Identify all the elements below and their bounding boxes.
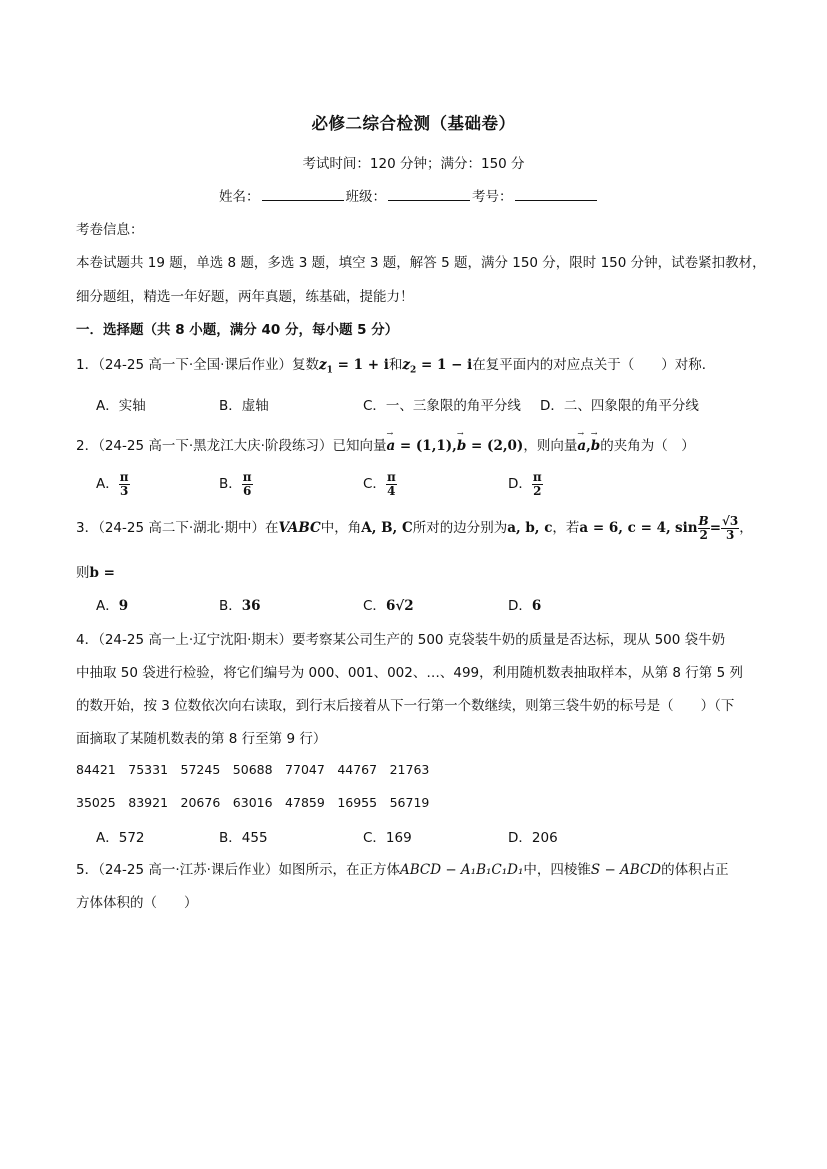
q3-text-3: 所对的边分别为 <box>412 520 508 537</box>
q3-option-c[interactable]: C．6√2 <box>363 598 414 614</box>
q2-vectors: → a,→ b <box>577 438 600 454</box>
q1-z2: $z_2 = 1 - i$ <box>402 357 473 376</box>
q3-text-4: ，若 <box>552 520 580 537</box>
q5-pyramid: S − ABCD <box>590 862 662 878</box>
q3-option-d[interactable]: D．6 <box>508 598 542 614</box>
q2-option-d[interactable]: D． $\frac{\pi}{2}$ <box>508 470 542 498</box>
q3-then: 则 <box>76 565 90 581</box>
q3-text-2: 中，角 <box>320 520 362 537</box>
q1-option-c[interactable]: C．一、三象限的角平分线 <box>363 398 521 414</box>
q5-line-2: 方体体积的（ ） <box>76 895 198 911</box>
q5-prefix: 5．（24-25 高一·江苏·课后作业）如图所示，在正方体 <box>76 862 400 878</box>
q3-condition: a = 6, c = 4, <box>579 520 671 537</box>
section-heading: 一．选择题（共 8 小题，满分 40 分，每小题 5 分） <box>76 322 399 338</box>
q5-cube: ABCD − A₁B₁C₁D₁ <box>399 862 524 878</box>
q2-prefix: 2．（24-25 高一下·黑龙江大庆·阶段练习）已知向量 <box>76 438 387 454</box>
q3-option-a[interactable]: A．9 <box>96 598 129 614</box>
class-blank[interactable] <box>388 188 470 201</box>
question-1 <box>76 353 715 376</box>
q1-suffix: 在复平面内的对应点关于（ ）对称． <box>472 357 716 373</box>
q3-tail: ， <box>739 520 753 537</box>
info-line-1: 本卷试题共 19 题，单选 8 题，多选 3 题，填空 3 题，解答 5 题，满分 150 分，限时 150 分钟，试卷紧扣教材， <box>76 255 766 271</box>
question-3 <box>76 515 753 541</box>
q4-option-a[interactable]: A．572 <box>96 830 145 846</box>
q1-option-a[interactable]: A．实轴 <box>96 398 146 414</box>
q1-option-d[interactable]: D．二、四象限的角平分线 <box>540 398 699 414</box>
number-blank[interactable] <box>515 188 597 201</box>
info-line-2: 细分题组，精选一年好题，两年真题，练基础，提能力！ <box>76 289 414 305</box>
q1-option-b[interactable]: B．虚轴 <box>219 398 269 414</box>
q3-prefix: 3．（24-25 高二下·湖北·期中）在 <box>76 520 279 537</box>
q3-angles: A, B, C <box>361 520 413 537</box>
q3-option-b[interactable]: B．36 <box>219 598 261 614</box>
q4-option-c[interactable]: C．169 <box>363 830 412 846</box>
q5-suffix: 的体积占正 <box>661 862 729 878</box>
q4-option-b[interactable]: B．455 <box>219 830 268 846</box>
q4-line-3: 的数开始，按 3 位数依次向右读取，到行末后接着从下一行第一个数继续，则第三袋牛奶的标号是（ ）（下 <box>76 698 735 714</box>
q2-mid: ，则向量 <box>523 438 578 454</box>
q4-random-row-9: 35025 83921 20676 63016 47859 16955 56719 <box>76 795 430 810</box>
q1-prefix: 1．（24-25 高一下·全国·课后作业）复数 <box>76 357 319 373</box>
q2-vector-b: → b = (2,0) <box>457 438 523 454</box>
q2-option-c[interactable]: C． $\frac{\pi}{4}$ <box>363 470 396 498</box>
q4-line-2: 中抽取 50 袋进行检验，将它们编号为 000、001、002、…、499，利用随机数表抽取样本，从第 8 行第 5 列 <box>76 665 743 681</box>
q1-z1: $z_1 = 1 + i$ <box>318 357 389 376</box>
number-label: 考号： <box>472 189 513 205</box>
q2-option-b[interactable]: B． $\frac{\pi}{6}$ <box>219 470 252 498</box>
page-title: 必修二综合检测（基础卷） <box>311 114 516 133</box>
q3-half-angle: $\frac{B}{2}$ <box>698 514 709 542</box>
q5-mid: 中，四棱锥 <box>523 862 591 878</box>
q2-option-a[interactable]: A． $\frac{\pi}{3}$ <box>96 470 129 498</box>
q3-b-expr: b = <box>89 565 115 581</box>
class-label: 班级： <box>345 189 386 205</box>
student-info-line <box>219 185 599 205</box>
q2-suffix: 的夹角为（ ） <box>600 438 695 454</box>
q3-equals: = <box>709 520 722 537</box>
question-5 <box>76 858 729 878</box>
q4-line-4: 面摘取了某随机数表的第 8 行至第 9 行） <box>76 731 327 747</box>
q4-random-row-8: 84421 75331 57245 50688 77047 44767 21763 <box>76 762 430 777</box>
q3-sin: sin <box>675 520 698 537</box>
q3-rhs: $\frac{√3}{3}$ <box>722 514 739 542</box>
q4-line-1: 4．（24-25 高一上·辽宁沈阳·期末）要考察某公司生产的 500 克袋装牛奶的质量是否达标，现从 500 袋牛奶 <box>76 632 726 648</box>
info-heading: 考卷信息： <box>76 222 144 238</box>
name-blank[interactable] <box>262 188 344 201</box>
q2-vector-a: → a = (1,1), <box>386 438 456 454</box>
exam-time: 考试时间：120 分钟；满分：150 分 <box>302 156 525 172</box>
q3-line-2 <box>76 561 115 581</box>
q4-option-d[interactable]: D．206 <box>508 830 558 846</box>
q1-mid: 和 <box>388 357 403 373</box>
q3-triangle: VABC <box>278 520 321 537</box>
name-label: 姓名： <box>219 189 260 205</box>
question-2 <box>76 434 695 454</box>
q3-sides: a, b, c <box>507 520 553 537</box>
